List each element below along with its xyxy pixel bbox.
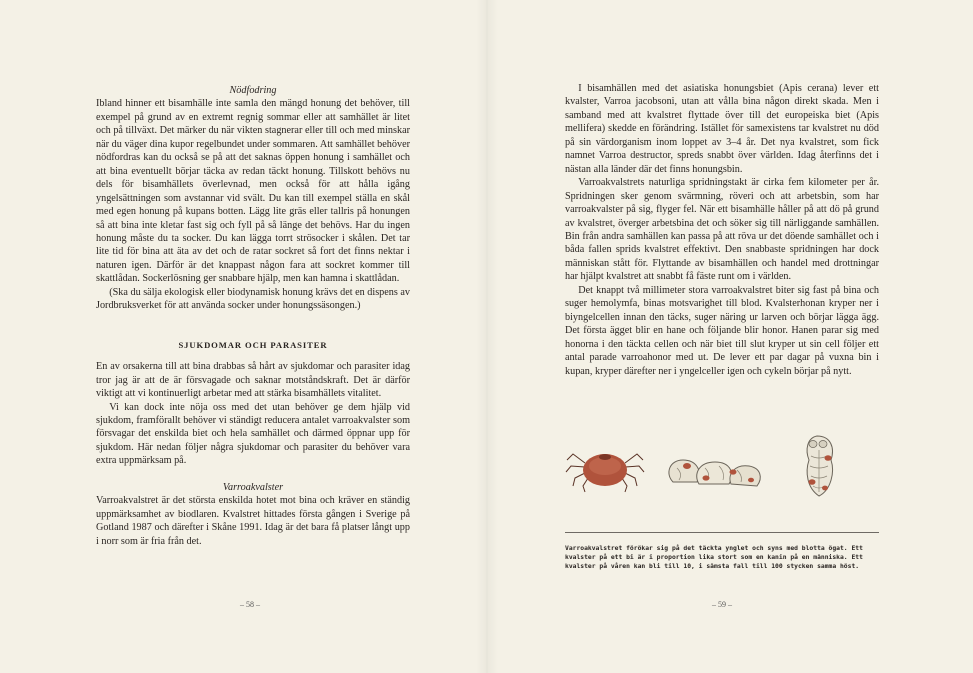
larvae-with-mites-icon bbox=[669, 460, 760, 486]
paragraph: En av orsakerna till att bina drabbas så hårt av sjukdomar och parasiter idag tror jag är att de är försvagade och saknar motståndskraft. Det är därför viktigt att vi kontinuerligt arbetar med att stärka bisamhällets vitalitet. bbox=[96, 361, 410, 400]
section-heading: SJUKDOMAR OCH PARASITER bbox=[178, 339, 328, 350]
subheading-nodfodring: Nödfodring bbox=[229, 85, 277, 96]
right-page bbox=[487, 0, 973, 673]
paragraph: Varroakvalstret är det största enskilda hotet mot bina och kräver en ständig uppmärksamhet av biodlaren. Kvalstret hittades första gången i Sverige på Gotland 1987 och därefter i Skåne 1991. Idag är det bara få platser långt upp i norr som är fria från det. bbox=[96, 495, 410, 547]
page-number: – 59 – bbox=[712, 600, 732, 609]
caption-rule bbox=[565, 532, 879, 533]
figure-caption: Varroakvalstret förökar sig på det täckta ynglet och syns med blotta ögat. Ett kvalster på ett bi är i proportion lika stort som en kanin på en människa. Ett kvalster på våren kan bli till 10, i sämsta fall till 100 stycken samma höst. bbox=[565, 545, 863, 570]
left-text-column bbox=[96, 84, 410, 548]
subheading-varroakvalster: Varroakvalster bbox=[222, 481, 284, 493]
paragraph: Vi kan dock inte nöja oss med det utan behöver ge dem hjälp vid sjukdom, framförallt behöver vi ständigt reducera antalet varroakvalster som försvagar det enskilda biet och hela samhället och därmed öppnar upp för sjukdom. Här nedan följer några sjukdomar och parasiter du behöver vara extra uppmärksam på. bbox=[96, 401, 410, 467]
right-text-column bbox=[565, 82, 879, 378]
paragraph: I bisamhällen med det asiatiska honungsbiet (Apis cerana) lever ett kvalster, Varroa jacobsoni, utan att vålla bina någon direkt skada. Men i samband med att kvalstret flyttade över till det europeiska biet (Apis mellifera) skedde en förändring. Istället för samexistens tar kvalstret nu död på sin värdorganism inom loppet av 3–4 år. Det nya kvalstret, som fick namnet Varroa destructor, spreds snabbt över världen. Idag återfinns det i nästan alla länder där det finns honungsbin. bbox=[565, 83, 879, 175]
left-page bbox=[0, 0, 486, 673]
paragraph: Ibland hinner ett bisamhälle inte samla den mängd honung det behöver, till exempel på grund av en extremt regnig sommar eller att samhället är litet och på tillväxt. Det märker du när vikten stagnerar eller till och med minskar när du väger dina kupor regelbundet under sommaren. Att samhället behöver nödfordras kan du också se på att det saknas öppen honung i samhället och att bina eventuellt börjar täcka av redan täckt honung. Tillskott behövs nu dels för bisamhällets överlevnad, men också för att hålla igång yngelsättningen som avstannar vid svält. Du kan till exempel ställa en skål med egen honung på kupans botten. Lägg lite gräs eller tallris på honungen så att bina inte kletar fast sig och fyll på så länge det behövs. Har du ingen honung måste du ta socker. Du kan lägga torrt strösocker i skålen. Det tar lite tid för bina att äta av det och de ratar sockret så fort det finns nektar i naturen igen. Därför är det knappast någon fara att sockret kommer till skattlådan. Sockerlösning ger snabbare hjälp, men kan hamna i skattlådan. bbox=[96, 98, 410, 285]
varroa-illustration bbox=[565, 430, 881, 500]
pupa-with-mites-icon bbox=[807, 436, 832, 496]
varroa-mite-icon bbox=[566, 454, 644, 492]
paragraph: Det knappt två millimeter stora varroakvalstret biter sig fast på bina och suger hemolymfa, binas motsvarighet till blod. Kvalsterhonan kryper ner i biyngelcellen innan den täcks, suger näring ur larven och börjar lägga ägg. Det första ägget blir en hane och följande blir honor. Hanen parar sig med honorna i den täckta cellen och när biet till slut kryper ut sin cell följer ett antal parade varroahonor med ut. De lever ett par dagar på vuxna bin i kupan, kryper därefter ner i yngelceller igen och cykeln börjar på nytt. bbox=[565, 284, 879, 377]
paragraph: Varroakvalstrets naturliga spridningstakt är cirka fem kilometer per år. Spridningen sker genom svärmning, röveri och att arbetsbin, som har varroakvalster på sig, flyger fel. När ett bisamhälle håller på att dö på grund av kvalstret, överger arbetsbina det och söker sig till närliggande samhällen. Bin från andra samhällen kan passa på att röva ur det döende samhället och i båda fallen sprids kvalstret effektivt. Den snabbaste spridningen har dock människan stått för. Flyttande av bisamhällen och handel med drottningar har hjälpt kvalstret att snabbt få fäste runt om i världen. bbox=[565, 177, 879, 283]
paragraph-note: (Ska du sälja ekologisk eller biodynamisk honung krävs det en dispens av Jordbruksverket för att använda socker under honungssäsongen.) bbox=[96, 286, 411, 312]
page-number: – 58 – bbox=[240, 600, 260, 609]
